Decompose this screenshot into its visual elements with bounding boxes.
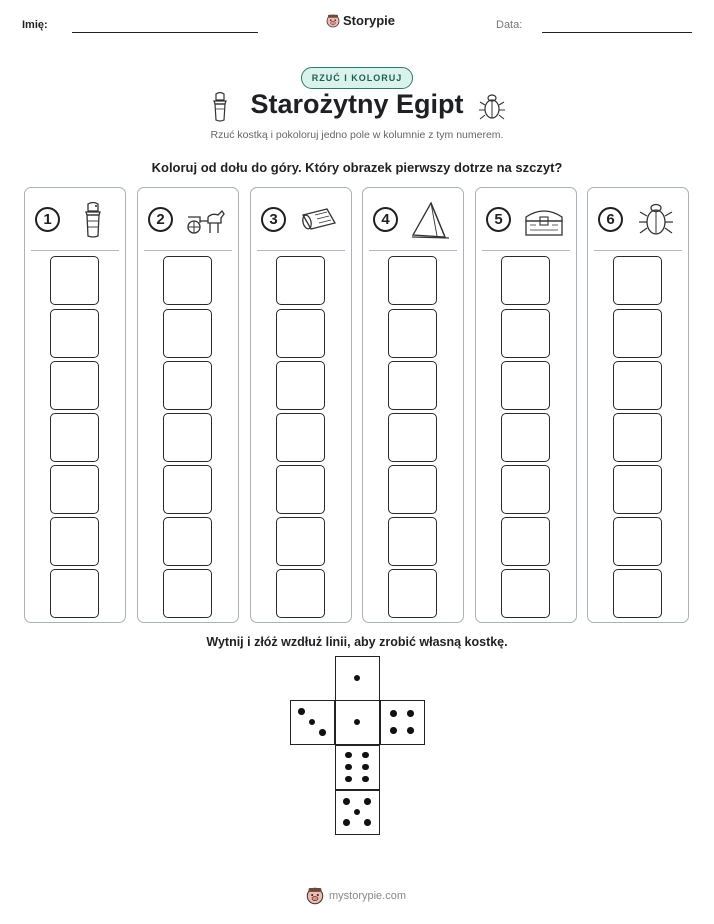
column-number: 2 — [148, 207, 173, 232]
column-divider — [482, 250, 570, 251]
name-label: Imię: — [22, 19, 48, 31]
dice-pip — [407, 727, 414, 734]
color-cell[interactable] — [276, 256, 325, 305]
dice-column-4 — [362, 187, 464, 623]
color-cell[interactable] — [388, 465, 437, 514]
dice-pip — [407, 710, 414, 717]
column-divider — [369, 250, 457, 251]
canopic-jar-icon — [71, 201, 115, 239]
column-number: 3 — [261, 207, 286, 232]
color-cell[interactable] — [50, 256, 99, 305]
dice-pip — [345, 776, 352, 783]
column-divider — [594, 250, 682, 251]
color-cell[interactable] — [50, 517, 99, 566]
dice-pip — [362, 752, 369, 759]
dice-pip — [345, 764, 352, 771]
color-cell[interactable] — [613, 517, 662, 566]
color-cell[interactable] — [613, 569, 662, 618]
dice-pip — [390, 727, 397, 734]
dice-column-3 — [250, 187, 352, 623]
pig-mascot-icon — [326, 14, 340, 28]
scarab-icon — [478, 91, 506, 123]
color-cell[interactable] — [613, 256, 662, 305]
dice-pip — [362, 776, 369, 783]
color-cell[interactable] — [388, 413, 437, 462]
footer — [306, 887, 406, 905]
dice-column-1 — [24, 187, 126, 623]
color-cell[interactable] — [501, 569, 550, 618]
chariot-icon — [184, 201, 228, 239]
color-cell[interactable] — [163, 465, 212, 514]
color-cell[interactable] — [163, 309, 212, 358]
column-number: 6 — [598, 207, 623, 232]
color-cell[interactable] — [501, 413, 550, 462]
color-cell[interactable] — [163, 256, 212, 305]
color-cell[interactable] — [50, 413, 99, 462]
color-cell[interactable] — [388, 517, 437, 566]
dice-pip — [354, 809, 361, 816]
color-cell[interactable] — [163, 413, 212, 462]
coloring-instruction: Koloruj od dołu do góry. Który obrazek pierwszy dotrze na szczyt? — [151, 160, 563, 175]
color-cell[interactable] — [388, 361, 437, 410]
papyrus-scroll-icon — [297, 201, 341, 239]
color-cell[interactable] — [50, 361, 99, 410]
date-label: Data: — [496, 19, 523, 31]
color-cell[interactable] — [388, 569, 437, 618]
dice-pip — [345, 752, 352, 759]
color-cell[interactable] — [276, 517, 325, 566]
date-line[interactable] — [542, 32, 692, 33]
column-number: 5 — [486, 207, 511, 232]
color-cell[interactable] — [501, 517, 550, 566]
dice-face-1 — [335, 656, 380, 701]
dice-instruction: Wytnij i złóż wzdłuż linii, aby zrobić własną kostkę. — [206, 635, 508, 649]
color-cell[interactable] — [50, 465, 99, 514]
dice-pip — [319, 729, 326, 736]
name-line[interactable] — [72, 32, 258, 33]
color-cell[interactable] — [276, 569, 325, 618]
dice-pip — [364, 819, 371, 826]
dice-pip — [343, 798, 350, 805]
color-cell[interactable] — [276, 361, 325, 410]
color-cell[interactable] — [388, 309, 437, 358]
color-cell[interactable] — [163, 517, 212, 566]
column-header — [138, 200, 238, 240]
dice-pip — [343, 819, 350, 826]
column-header — [25, 200, 125, 240]
column-divider — [257, 250, 345, 251]
color-cell[interactable] — [50, 569, 99, 618]
pig-mascot-icon — [306, 887, 324, 905]
dice-face-3 — [290, 700, 335, 745]
dice-pip — [309, 719, 316, 726]
treasure-chest-icon — [522, 201, 566, 239]
column-header — [588, 200, 688, 240]
column-header — [476, 200, 576, 240]
page-title: Starożytny Egipt — [250, 89, 464, 119]
color-cell[interactable] — [50, 309, 99, 358]
color-cell[interactable] — [501, 309, 550, 358]
page-subtitle: Rzuć kostką i pokoloruj jedno pole w kolumnie z tym numerem. — [210, 129, 504, 141]
color-cell[interactable] — [163, 569, 212, 618]
column-header — [363, 200, 463, 240]
dice-column-5 — [475, 187, 577, 623]
dice-pip — [362, 764, 369, 771]
brand-logo — [326, 13, 395, 28]
dice-column-2 — [137, 187, 239, 623]
dice-pip — [298, 708, 305, 715]
column-number: 1 — [35, 207, 60, 232]
dice-column-6 — [587, 187, 689, 623]
dice-pip — [390, 710, 397, 717]
color-cell[interactable] — [613, 361, 662, 410]
dice-pip — [364, 798, 371, 805]
color-cell[interactable] — [163, 361, 212, 410]
dice-face-6 — [335, 745, 380, 790]
color-cell[interactable] — [501, 361, 550, 410]
color-cell[interactable] — [388, 256, 437, 305]
dice-pip — [354, 719, 361, 726]
color-cell[interactable] — [501, 256, 550, 305]
column-divider — [144, 250, 232, 251]
activity-badge: RZUĆ I KOLORUJ — [301, 67, 413, 89]
footer-url: mystorypie.com — [329, 890, 407, 902]
column-header — [251, 200, 351, 240]
color-cell[interactable] — [501, 465, 550, 514]
brand-name: Storypie — [343, 13, 396, 28]
pyramid-icon — [409, 201, 453, 239]
color-cell[interactable] — [276, 309, 325, 358]
color-cell[interactable] — [613, 413, 662, 462]
color-cell[interactable] — [613, 309, 662, 358]
dice-face-5 — [335, 790, 380, 835]
color-cell[interactable] — [276, 465, 325, 514]
dice-face-1 — [335, 700, 380, 745]
dice-face-4 — [380, 700, 425, 745]
column-divider — [31, 250, 119, 251]
column-number: 4 — [373, 207, 398, 232]
color-cell[interactable] — [613, 465, 662, 514]
dice-pip — [354, 675, 361, 682]
color-cell[interactable] — [276, 413, 325, 462]
scarab-icon — [634, 201, 678, 239]
